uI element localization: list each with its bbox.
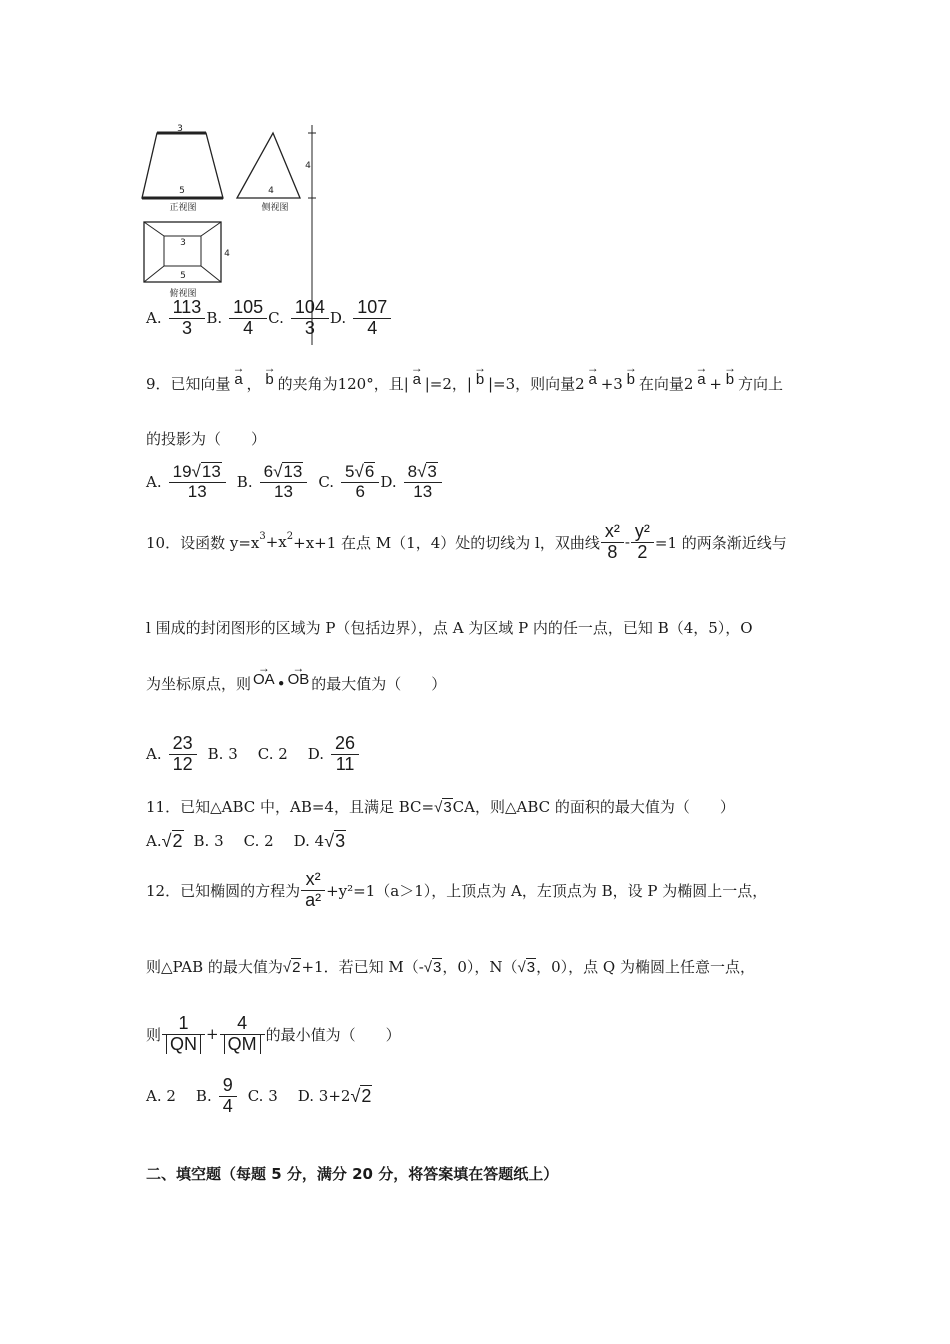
q9-option-d-frac: 8√ 3 13 bbox=[406, 462, 440, 501]
q8-option-c-frac: $\frac{104}{3}$ bbox=[293, 298, 327, 339]
front-top-label: 3 bbox=[177, 124, 183, 134]
q12-frac: $\frac{\text{x²}}{\text{a²}}$ bbox=[303, 870, 323, 911]
q10-line2: l 围成的封闭图形的区域为 P（包括边界），点 A 为区域 P 内的任一点，已知 B（4，5），O bbox=[146, 619, 753, 637]
q12-frac-qm: $\frac{4}{QM}$ bbox=[222, 1014, 263, 1055]
side-view-caption: 侧视图 bbox=[261, 203, 289, 213]
front-bottom-label: 5 bbox=[179, 186, 185, 196]
q12-line2: 则△PAB 的最大值为 √ 2 +1．若已知 M（- √ 3 ，0），N（ √ 3 ，0），点 Q 为椭圆上任意一点， bbox=[146, 958, 755, 976]
q9-line2: 的投影为（ ） bbox=[146, 430, 267, 448]
q8-option-b-frac: $\frac{105}{4}$ bbox=[231, 298, 265, 339]
q11-options: A. √ 2 B. 3 C. 2 D. 4 √ 3 bbox=[146, 831, 346, 851]
q10-option-a-frac: $\frac{23}{12}$ bbox=[171, 734, 195, 775]
vector-a: → a bbox=[586, 361, 599, 388]
q8-option-a-frac: $\frac{113}{3}$ bbox=[171, 298, 204, 339]
vector-b: → b bbox=[723, 361, 736, 388]
q8-options bbox=[146, 298, 392, 339]
q12-line1: 12．已知椭圆的方程为 $\frac{\text{x²}}{\text{a²}}$ +y²=1（a＞1），上顶点为 A，左顶点为 B，设 P 为椭圆上一点， bbox=[146, 869, 768, 910]
q8-option-d-letter: D. bbox=[329, 309, 347, 328]
front-view-caption: 正视图 bbox=[169, 203, 197, 213]
side-base-label: 4 bbox=[268, 186, 274, 196]
vector-b: → b bbox=[263, 361, 276, 388]
q9-line1: 9．已知向量 → a ， → b 的夹角为120°，且| → a |=2，| → b |=3，则向量2 → a +3 → b 在向量2 → a + → b 方向上 bbox=[146, 361, 783, 393]
section-heading: 二、填空题（每题 5 分，满分 20 分，将答案填在答题纸上） bbox=[146, 1165, 559, 1183]
q12-options: A. 2 B. $\frac{9}{4}$ C. 3 D. 3+2 √ 2 bbox=[146, 1075, 372, 1116]
top-side-label: 4 bbox=[224, 249, 230, 259]
q10-frac-x: $\frac{\text{x²}}{8}$ bbox=[603, 522, 622, 563]
vector-b: → b bbox=[624, 361, 637, 388]
top-inner-label: 3 bbox=[180, 238, 186, 248]
side-height-label: 4 bbox=[305, 161, 311, 171]
q9-options: A. 19√ 13 13 B. 6√ 13 13 C. 5√ 6 6 D. 8√ 3 13 bbox=[146, 462, 443, 501]
q8-option-a-letter: A. bbox=[146, 309, 162, 328]
vector-b: → b bbox=[473, 361, 486, 388]
q8-option-d-frac: $\frac{107}{4}$ bbox=[355, 298, 389, 339]
top-view-caption: 俯视图 bbox=[169, 289, 197, 299]
vector-a: → a bbox=[232, 361, 245, 388]
q10-options: A. $\frac{23}{12}$ B. 3 C. 2 D. $\frac{26}{11}$ bbox=[146, 734, 360, 775]
q10-line3: 为坐标原点，则 → OA • → OB 的最大值为（ ） bbox=[146, 661, 447, 693]
vector-oa: → OA bbox=[253, 661, 275, 688]
q10-option-d-frac: $\frac{26}{11}$ bbox=[333, 734, 357, 775]
top-outer-label: 5 bbox=[180, 271, 186, 281]
vector-a: → a bbox=[410, 361, 423, 388]
vector-ob: → OB bbox=[287, 661, 310, 688]
q12-option-b-frac: $\frac{9}{4}$ bbox=[221, 1076, 235, 1117]
q9-option-a-frac: 19√ 13 13 bbox=[171, 462, 224, 501]
q11-line1: 11．已知△ABC 中，AB=4，且满足 BC= √ 3 CA，则△ABC 的面积的最大值为（ ） bbox=[146, 798, 735, 816]
q10-line1: 10．设函数 y=x 3 +x 2 +x+1 在点 M（1，4）处的切线为 l，双曲线 $\frac{\text{x²}}{8}$ - $\frac{\text{y²}}{2}$ =1 的两条渐近线与 bbox=[146, 521, 787, 562]
q12-line3: 则 $\frac{1}{QN}$ + $\frac{4}{QM}$ 的最小值为（ ） bbox=[146, 1013, 401, 1054]
q10-frac-y: $\frac{\text{y²}}{2}$ bbox=[633, 522, 652, 563]
vector-a: → a bbox=[695, 361, 708, 388]
q12-frac-qn: $\frac{1}{QN}$ bbox=[164, 1014, 203, 1055]
q9-option-b-frac: 6√ 13 13 bbox=[262, 462, 306, 501]
q9-option-c-frac: 5√ 6 6 bbox=[343, 462, 377, 501]
q8-option-c-letter: C. bbox=[268, 309, 284, 328]
q8-option-b-letter: B. bbox=[206, 309, 223, 328]
